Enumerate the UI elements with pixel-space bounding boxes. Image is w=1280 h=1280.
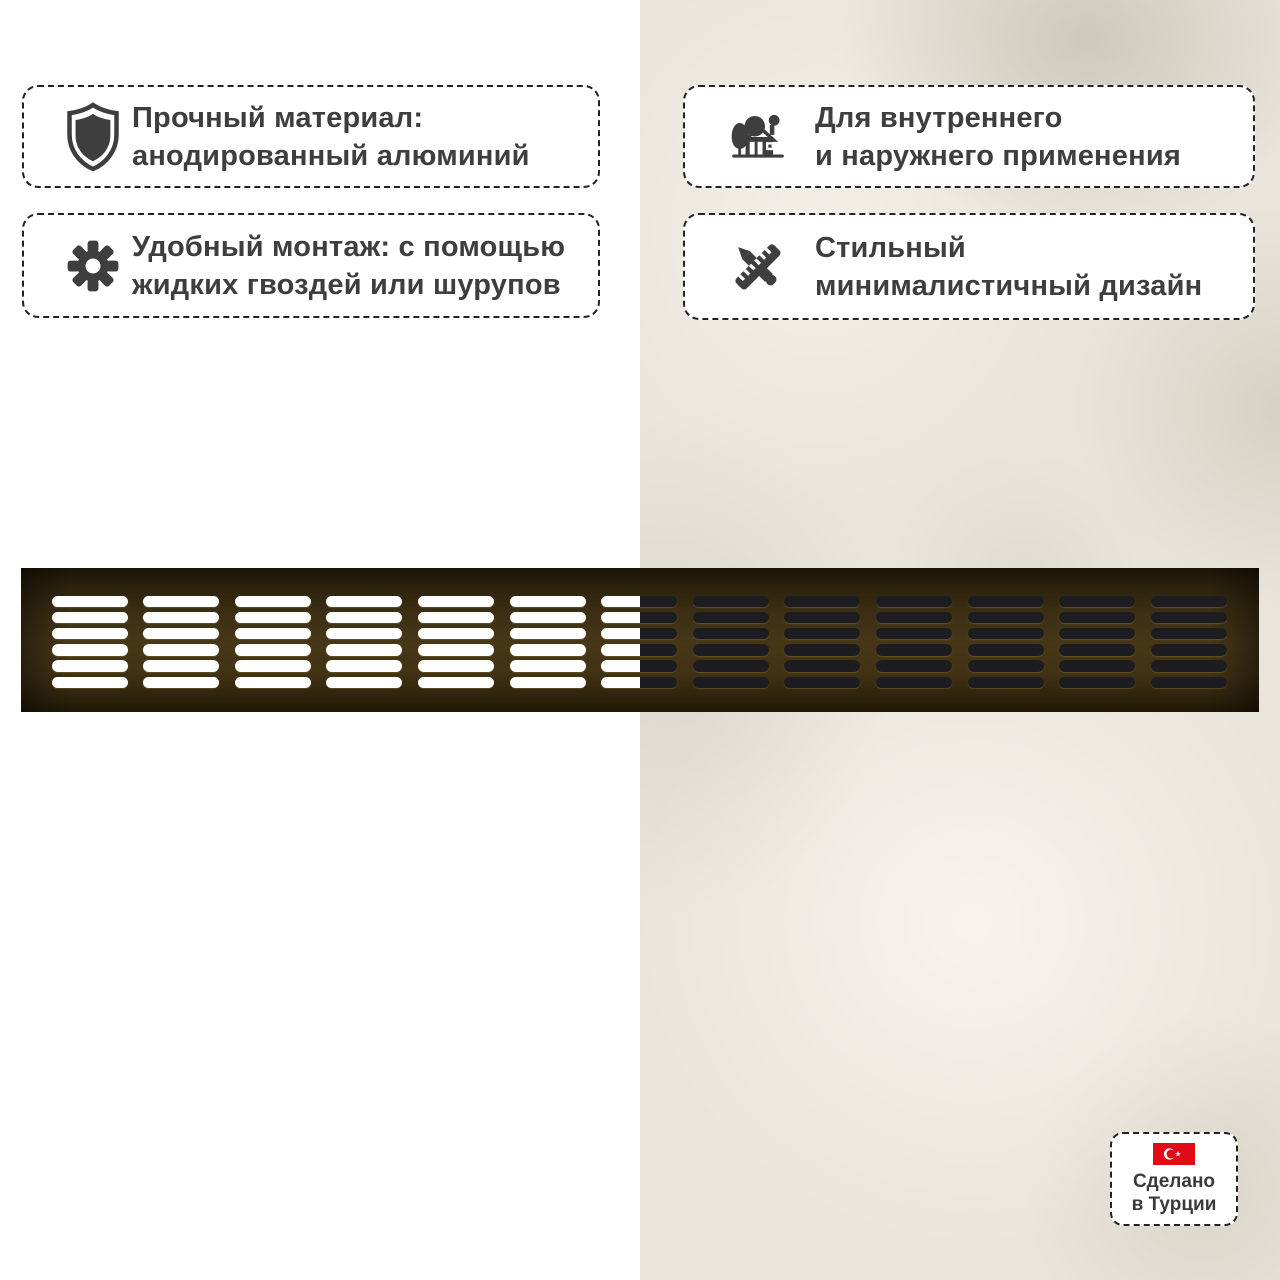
vent-slot	[1151, 677, 1227, 689]
vent-slot	[418, 596, 494, 608]
feature-box-application	[683, 85, 1255, 188]
vent-slot	[235, 628, 311, 640]
vent-slot	[876, 677, 952, 689]
vent-slot	[876, 596, 952, 608]
vent-slot	[601, 596, 677, 608]
feature-line: анодированный алюминий	[132, 139, 530, 172]
vent-slot	[510, 628, 586, 640]
vent-slot	[876, 628, 952, 640]
vent-slot	[693, 612, 769, 624]
vent-slot	[1059, 660, 1135, 672]
vent-slot	[235, 596, 311, 608]
feature-box-mounting	[22, 213, 600, 318]
feature-text	[815, 99, 1181, 175]
gear-icon	[60, 227, 126, 305]
vent-slot	[601, 677, 677, 689]
vent-slot	[1151, 596, 1227, 608]
vent-slot	[143, 660, 219, 672]
vent-slot	[693, 628, 769, 640]
vent-slot	[876, 660, 952, 672]
vent-slot	[1059, 612, 1135, 624]
feature-line: минималистичный дизайн	[815, 269, 1203, 302]
vent-slot	[693, 596, 769, 608]
feature-line: Прочный материал:	[132, 101, 424, 134]
vent-slot	[784, 660, 860, 672]
feature-text	[132, 228, 565, 304]
made-in-badge	[1110, 1132, 1238, 1226]
vent-slot	[968, 677, 1044, 689]
vent-slot	[418, 612, 494, 624]
feature-box-material	[22, 85, 600, 188]
vent-slot	[968, 596, 1044, 608]
vent-slot	[52, 644, 128, 656]
vent-slot	[601, 628, 677, 640]
feature-text	[815, 229, 1202, 305]
vent-slot	[693, 677, 769, 689]
badge-line: в Турции	[1131, 1193, 1217, 1215]
vent-slot	[1151, 612, 1227, 624]
pencil-ruler-icon	[725, 228, 791, 306]
vent-slot	[968, 612, 1044, 624]
vent-slot	[326, 628, 402, 640]
feature-line: Для внутреннего	[815, 101, 1063, 134]
feature-line: Стильный	[815, 231, 966, 264]
vent-slot	[143, 596, 219, 608]
feature-text	[132, 99, 530, 175]
vent-slot	[326, 596, 402, 608]
vent-slot	[235, 644, 311, 656]
vent-slot	[876, 644, 952, 656]
badge-line: Сделано	[1132, 1170, 1216, 1192]
vent-slot	[1059, 644, 1135, 656]
vent-slot	[235, 612, 311, 624]
vent-slot	[326, 612, 402, 624]
vent-slot	[143, 628, 219, 640]
vent-slot	[52, 660, 128, 672]
vent-slot	[326, 677, 402, 689]
vent-slot	[510, 644, 586, 656]
vent-slot	[52, 628, 128, 640]
vent-slot	[784, 628, 860, 640]
house-outdoor-icon	[725, 98, 791, 176]
turkey-flag-icon	[1153, 1143, 1195, 1165]
vent-slot	[601, 612, 677, 624]
feature-box-design	[683, 213, 1255, 320]
vent-slot	[510, 677, 586, 689]
vent-slot	[968, 628, 1044, 640]
vent-slot	[784, 596, 860, 608]
vent-slot	[143, 644, 219, 656]
vent-slot	[52, 596, 128, 608]
vent-slot	[143, 612, 219, 624]
vent-slot	[1151, 644, 1227, 656]
feature-line: и наружнего применения	[815, 139, 1181, 172]
vent-slot	[143, 677, 219, 689]
vent-slot	[1151, 628, 1227, 640]
vent-slot	[235, 677, 311, 689]
vent-slot	[510, 596, 586, 608]
vent-slot	[52, 612, 128, 624]
vent-slot	[418, 644, 494, 656]
feature-line: жидких гвоздей или шурупов	[132, 268, 561, 301]
vent-slot	[235, 660, 311, 672]
vent-slot	[418, 677, 494, 689]
vent-slot	[326, 644, 402, 656]
vent-slot	[601, 644, 677, 656]
shield-icon	[60, 98, 126, 176]
vent-slot	[418, 660, 494, 672]
vent-slot	[784, 677, 860, 689]
vent-slot	[601, 660, 677, 672]
vent-slot	[510, 612, 586, 624]
vent-slot	[1059, 628, 1135, 640]
feature-line: Удобный монтаж: с помощью	[132, 230, 566, 263]
vent-slot	[968, 660, 1044, 672]
vent-slot	[693, 644, 769, 656]
vent-grille-product	[21, 568, 1259, 712]
vent-slot	[52, 677, 128, 689]
vent-slot	[418, 628, 494, 640]
vent-slot	[326, 660, 402, 672]
vent-slot	[1059, 677, 1135, 689]
vent-slot	[784, 612, 860, 624]
vent-slot	[693, 660, 769, 672]
vent-slot	[876, 612, 952, 624]
vent-slot	[1059, 596, 1135, 608]
vent-slot	[1151, 660, 1227, 672]
vent-slot	[968, 644, 1044, 656]
vent-slot	[510, 660, 586, 672]
vent-slot	[784, 644, 860, 656]
